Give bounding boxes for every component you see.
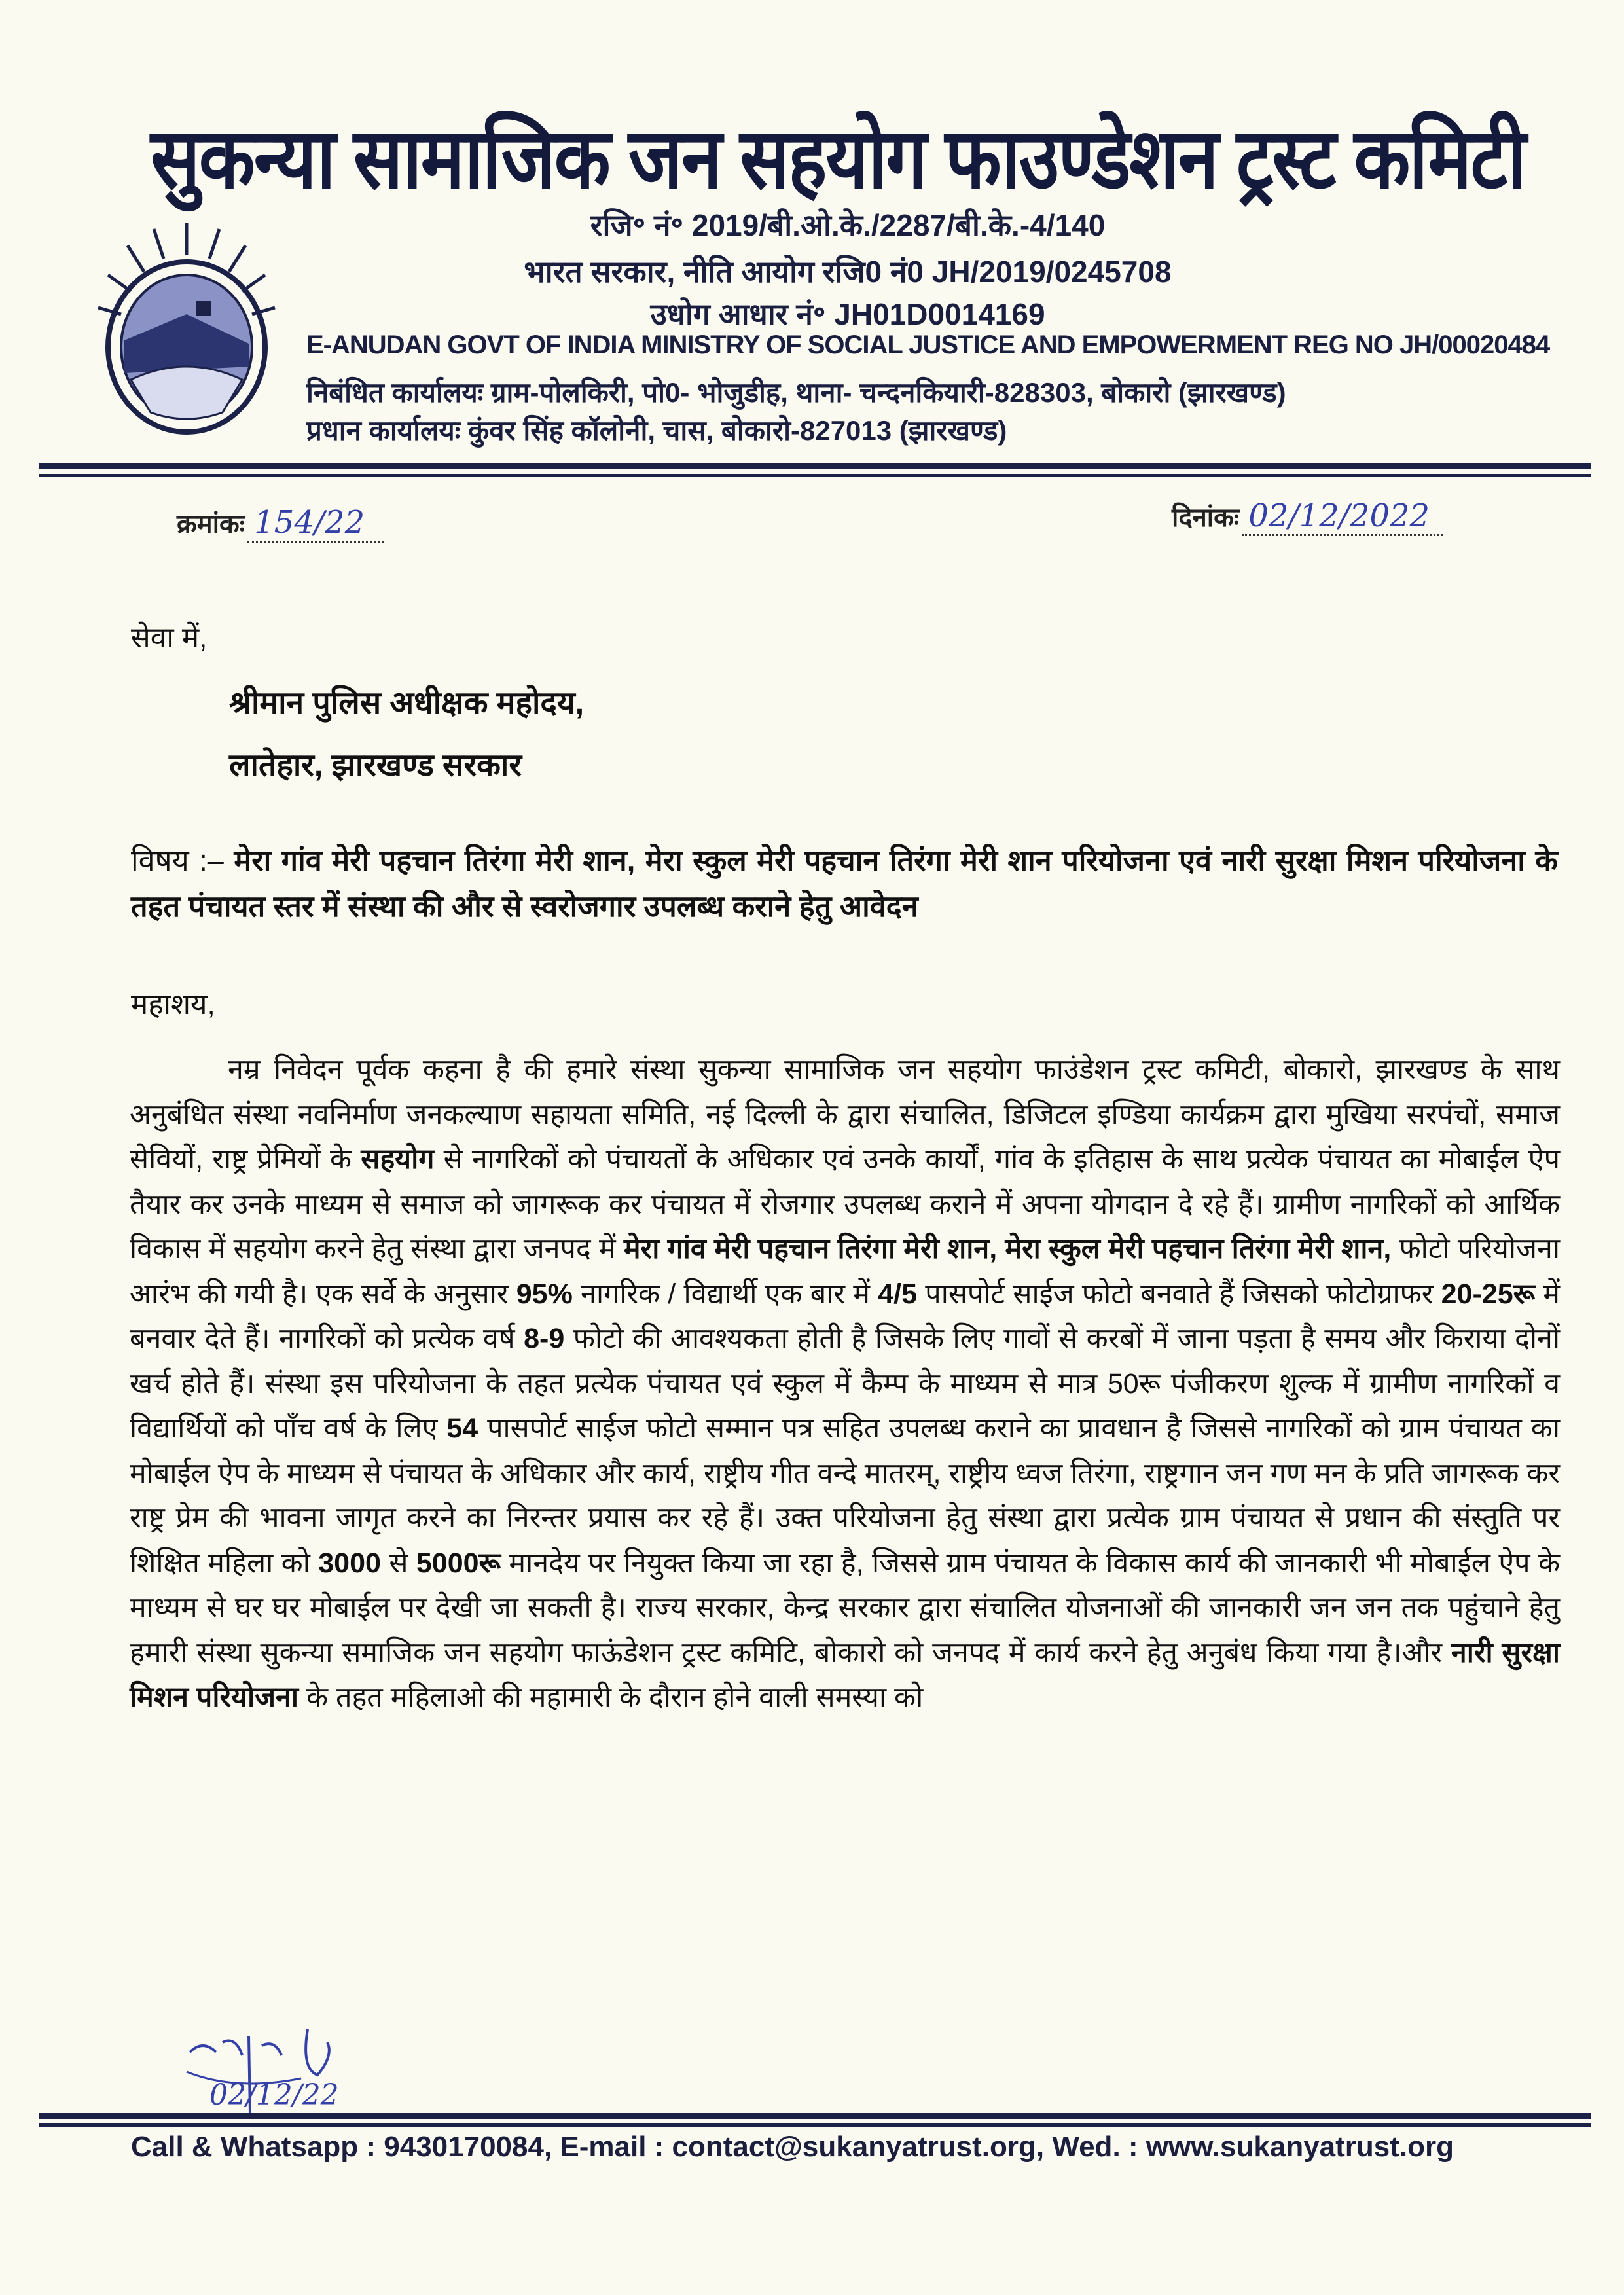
reference-number xyxy=(177,504,384,541)
recipient-location: लातेहार, झारखण्ड सरकार xyxy=(229,748,522,783)
body-emphasis: 20-25रू xyxy=(1441,1278,1536,1310)
reference-value: 154/22 xyxy=(247,504,384,543)
footer-divider-thin xyxy=(39,2123,1591,2127)
organization-seal-logo xyxy=(92,216,281,439)
body-text-segment: फोटो की आवश्यकता होती है जिसके लिए गावों से करबों में जाना पड़ता है समय और किराया दोनों खर्च होते हैं। संस्था इस परियोजना के तहत प्रत्येक पंचायत एवं स्कुल में कैम्प के माध्यम से मात्र 50रू पंजीकरण शुल्क में ग्रामीण नागरिकों व विद्यार्थियों को पाँच वर्ष के लिए xyxy=(130,1323,1560,1444)
body-text-segment: फोटो परियोजना आरंभ की गयी है। एक सर्वे के अनुसार xyxy=(130,1233,1560,1310)
body-text-segment: मानदेय पर नियुक्त किया जा रहा है, जिससे ग्राम पंचायत के विकास कार्य की जानकारी भी मोबाईल ऐप के माध्यम से घर घर मोबाईल पर देखी जा सकती है। राज्य सरकार, केन्द्र सरकार द्वारा संचालित योजनाओं की जानकारी जन जन तक पहुंचाने हेतु हमारी संस्था सुकन्या समाजिक जन सहयोग फाऊंडेशन ट्रस्ट कमिटि, बोकारो को जनपद में कार्य करने हेतु अनुबंध किया गया है।और xyxy=(130,1547,1560,1669)
body-text-segment: पासपोर्ट साईज फोटो सम्मान पत्र सहित उपलब्ध कराने का प्रावधान है जिससे नागरिकों को ग्राम पंचायत का मोबाईल ऐप के माध्यम से पंचायत के अधिकार और कार्य, राष्ट्रीय गीत वन्दे मातरम्, राष्ट्रीय ध्वज तिरंगा, राष्ट्रगान जन गण मन के प्रति जागरूक कर राष्ट्र प्रेम की भावना जागृत करने का निरन्तर प्रयास कर रहे हैं। उक्त परियोजना हेतु संस्था द्वारा प्रत्येक ग्राम पंचायत से प्रधान की संस्तुति पर शिक्षित महिला को xyxy=(130,1413,1560,1579)
body-emphasis: 4/5 xyxy=(878,1278,918,1310)
recipient-title: श्रीमान पुलिस अधीक्षक महोदय, xyxy=(229,686,585,721)
salutation-to: सेवा में, xyxy=(131,622,208,654)
body-emphasis: सहयोग xyxy=(361,1144,435,1175)
footer-contact: Call & Whatsapp : 9430170084, E-mail : contact@sukanyatrust.org, Wed. : www.sukanyatrust.org xyxy=(131,2131,1454,2163)
body-text-segment: से xyxy=(380,1547,416,1579)
body-text-segment: से नागरिकों को पंचायतों के अधिकार एवं उनके कार्यों, गांव के इतिहास के साथ प्रत्येक पंचायत का मोबाईल ऐप तैयार कर उनके माध्यम से समाज को जागरूक कर पंचायत में रोजगार उपलब्ध कराने में अपना योगदान दे रहे हैं। ग्रामीण नागरिकों को आर्थिक विकास में सहयोग करने हेतु संस्था द्वारा जनपद में xyxy=(130,1144,1560,1265)
header-divider-thick xyxy=(39,463,1591,469)
registered-office-address: निबंधित कार्यालयः ग्राम-पोलकिरी, पो0- भोजुडीह, थाना- चन्दनकियारी-828303, बोकारो (झारखण्ड) xyxy=(306,377,1286,408)
head-office-address: प्रधान कार्यालयः कुंवर सिंह कॉलोनी, चास, बोकारो-827013 (झारखण्ड) xyxy=(306,415,1007,446)
body-emphasis: मेरा गांव मेरी पहचान तिरंगा मेरी शान, मेरा स्कुल मेरी पहचान तिरंगा मेरी शान, xyxy=(623,1233,1392,1265)
subject-text: मेरा गांव मेरी पहचान तिरंगा मेरी शान, मेरा स्कुल मेरी पहचान तिरंगा मेरी शान परियोजना एवं नारी सुरक्षा मिशन परियोजना के तहत पंचायत स्तर में संस्था की और से स्वरोजगार उपलब्ध कराने हेतु आवेदन xyxy=(131,844,1558,923)
niti-aayog-registration: भारत सरकार, नीति आयोग रजि0 नं0 JH/2019/0245708 xyxy=(524,255,1172,289)
footer-divider-thick xyxy=(39,2113,1591,2119)
body-text-segment: में बनवार देते हैं। नागरिकों को प्रत्येक वर्ष xyxy=(130,1278,1560,1354)
body-emphasis: 95% xyxy=(516,1278,573,1310)
body-emphasis: 5000रू xyxy=(416,1547,501,1579)
registration-number: रजि॰ नं॰ 2019/बी.ओ.के./2287/बी.के.-4/140 xyxy=(590,208,1106,242)
greeting: महाशय, xyxy=(131,988,215,1021)
body-emphasis: 54 xyxy=(446,1413,478,1444)
e-anudan-registration: E-ANUDAN GOVT OF INDIA MINISTRY OF SOCIAL JUSTICE AND EMPOWERMENT REG NO JH/00020484 xyxy=(306,331,1550,359)
body-text-segment: के तहत महिलाओ की महामारी के दौरान होने वाली समस्या को xyxy=(298,1682,924,1713)
body-text-segment: नागरिक / विद्यार्थी एक बार में xyxy=(572,1278,878,1310)
body-emphasis: 3000 xyxy=(318,1547,381,1579)
receipt-date: 02/12/22 xyxy=(209,2078,339,2112)
reference-label: क्रमांकः xyxy=(177,510,245,539)
body-emphasis: 8-9 xyxy=(524,1323,565,1354)
letter-date xyxy=(1172,497,1443,534)
body-paragraph xyxy=(130,1047,1560,1720)
udyog-aadhar-number: उधोग आधार नं॰ JH01D0014169 xyxy=(650,297,1045,331)
date-value: 02/12/2022 xyxy=(1242,497,1443,536)
subject-line xyxy=(131,838,1558,930)
organization-name: सुकन्या सामाजिक जन सहयोग फाउण्डेशन ट्रस्ट कमिटी xyxy=(151,111,1525,206)
header-divider-thin xyxy=(39,474,1591,477)
body-emphasis: नारी सुरक्षा मिशन परियोजना xyxy=(130,1636,1561,1713)
date-label: दिनांकः xyxy=(1172,503,1239,532)
body-text-segment: नम्र निवेदन पूर्वक कहना है की हमारे संस्था सुकन्या सामाजिक जन सहयोग फाउंडेशन ट्रस्ट कमिटी, बोकारो, झारखण्ड के साथ अनुबंधित संस्था नवनिर्माण जनकल्याण सहायता समिति, नई दिल्ली के द्वारा संचालित, डिजिटल इण्डिया कार्यक्रम द्वारा मुखिया सरपंचों, समाज सेवियों, राष्ट्र प्रेमियों के xyxy=(130,1054,1560,1175)
subject-label: विषय :– xyxy=(131,844,224,877)
body-text-segment: पासपोर्ट साईज फोटो बनवाते हैं जिसको फोटोग्राफर xyxy=(917,1278,1441,1310)
